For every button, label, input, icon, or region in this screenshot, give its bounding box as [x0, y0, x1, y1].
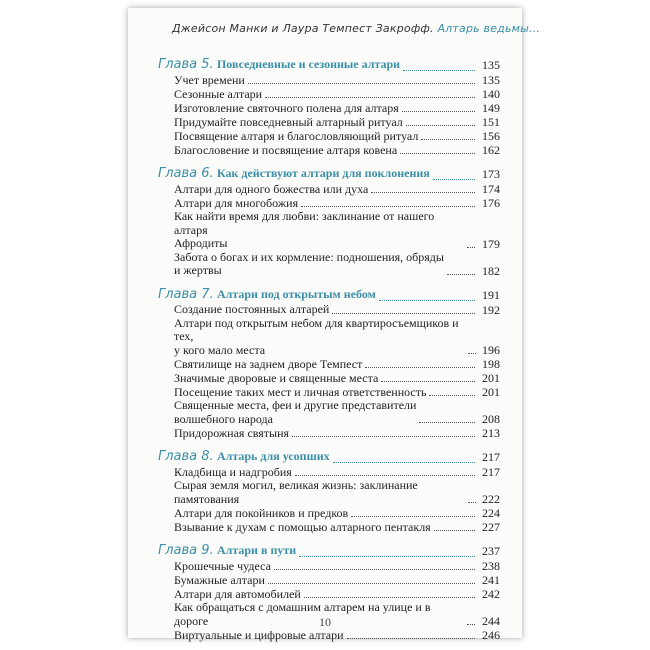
- entry-title: Значимые дворовые и священные места: [174, 370, 379, 385]
- entry-title: Как найти время для любви: заклинание от нашего алтаря Афродиты: [174, 209, 435, 250]
- chapter-title: Как действуют алтари для поклонения: [216, 166, 430, 180]
- dot-leader: [406, 125, 475, 126]
- toc-entry: [158, 479, 500, 506]
- entry-title: Священные места, феи и другие представители волшебного народа: [174, 398, 417, 426]
- header-book-title: Алтарь ведьмы...: [437, 22, 541, 35]
- entry-title: Алтари для одного божества или духа: [174, 181, 369, 196]
- chapter-spacer: [158, 157, 500, 164]
- toc-entry: [158, 196, 500, 210]
- chapter-heading: [158, 447, 500, 465]
- toc-entry: [158, 129, 500, 143]
- dot-leader: [301, 206, 475, 207]
- entry-page: 208: [482, 412, 500, 426]
- entry-title: Взывание к духам с помощью алтарного пентакля: [174, 519, 431, 534]
- toc-entry: [158, 587, 500, 601]
- entry-page: 198: [482, 357, 500, 371]
- chapter-page: 217: [482, 450, 500, 464]
- dot-leader: [468, 502, 476, 503]
- entry-page: 213: [482, 426, 500, 440]
- entry-page: 201: [482, 385, 500, 399]
- dot-leader: [274, 569, 475, 570]
- toc-entry: [158, 303, 500, 317]
- dot-leader: [429, 395, 475, 396]
- entry-title: Бумажные алтари: [174, 572, 265, 587]
- toc-entry: [158, 182, 500, 196]
- toc-entry: [158, 73, 500, 87]
- entry-title: Алтари под открытым небом для квартиросъемщиков и тех, у кого мало места: [174, 315, 459, 357]
- entry-title: Сырая земля могил, великая жизнь: заклинание памятования: [174, 478, 418, 506]
- entry-page: 227: [482, 520, 500, 534]
- entry-page: 222: [482, 492, 500, 506]
- dot-leader: [365, 367, 475, 368]
- chapter-page: 191: [482, 287, 500, 302]
- toc-entry: [158, 115, 500, 129]
- toc-entry: [158, 385, 500, 399]
- chapter-title: Алтарь для усопших: [216, 449, 330, 463]
- table-of-contents: [158, 55, 500, 642]
- page-number: 10: [319, 615, 331, 629]
- entry-title: Крошечные чудеса: [174, 558, 271, 573]
- entry-page: 241: [482, 573, 500, 587]
- dot-leader: [400, 153, 475, 154]
- entry-title: Забота о богах и их кормление: подношения, обряды и жертвы: [174, 249, 444, 277]
- entry-page: 151: [482, 115, 500, 129]
- entry-page: 179: [482, 236, 500, 251]
- dot-leader: [421, 139, 475, 140]
- chapter-title: Алтари под открытым небом: [216, 286, 376, 301]
- dot-leader: [434, 530, 475, 531]
- chapter-heading: [158, 541, 500, 559]
- dot-leader: [403, 70, 475, 71]
- entry-title: Создание постоянных алтарей: [174, 302, 330, 316]
- dot-leader: [379, 300, 475, 301]
- toc-entry: [158, 426, 500, 440]
- entry-page: 156: [482, 129, 500, 143]
- dot-leader: [304, 597, 475, 598]
- entry-page: 196: [482, 343, 500, 357]
- dot-leader: [295, 475, 475, 476]
- entry-page: 174: [482, 182, 500, 196]
- toc-entry: [158, 210, 500, 251]
- dot-leader: [299, 556, 475, 557]
- chapter-number: Глава 8.: [158, 449, 214, 464]
- entry-page: 182: [482, 263, 500, 278]
- running-header: [172, 22, 541, 35]
- toc-entry: [158, 371, 500, 385]
- entry-page: 246: [482, 628, 500, 642]
- chapter-number: Глава 5.: [158, 57, 214, 72]
- chapter-title: Повседневные и сезонные алтари: [216, 57, 401, 71]
- chapter-title: Алтари в пути: [216, 543, 297, 557]
- dot-leader: [333, 462, 475, 463]
- entry-page: 201: [482, 371, 500, 385]
- chapter-number: Глава 7.: [158, 286, 214, 302]
- entry-page: 176: [482, 196, 500, 210]
- entry-page: 217: [482, 465, 500, 479]
- entry-title: Святилище на заднем дворе Темпест: [174, 356, 363, 371]
- entry-title: Посещение таких мест и личная ответственность: [174, 384, 427, 399]
- entry-title: Придорожная святыня: [174, 425, 290, 440]
- dot-leader: [265, 97, 475, 98]
- entry-title: Алтари для многобожия: [174, 195, 299, 210]
- dot-leader: [381, 381, 475, 382]
- toc-entry: [158, 520, 500, 534]
- entry-title: Придумайте повседневный алтарный ритуал: [174, 114, 403, 129]
- entry-title: Как обращаться с домашним алтарем на улице и в дороге: [174, 600, 431, 628]
- chapter-spacer: [158, 440, 500, 447]
- chapter-page: 135: [482, 58, 500, 72]
- dot-leader: [433, 179, 475, 180]
- entry-title: Виртуальные и цифровые алтари: [174, 627, 344, 642]
- chapter-spacer: [158, 278, 500, 285]
- entry-title: Благословение и посвящение алтаря ковена: [174, 142, 398, 157]
- toc-entry: [158, 559, 500, 573]
- entry-title: Кладбища и надгробия: [174, 464, 292, 479]
- entry-page: 135: [482, 73, 500, 87]
- toc-entry: [158, 87, 500, 101]
- toc-entry: [158, 506, 500, 520]
- dot-leader: [371, 192, 475, 193]
- entry-page: 244: [482, 614, 500, 628]
- dot-leader: [268, 583, 475, 584]
- dot-leader: [402, 111, 475, 112]
- chapter-page: 173: [482, 167, 500, 181]
- entry-title: Изготовление святочного полена для алтаря: [174, 100, 399, 115]
- entry-page: 224: [482, 506, 500, 520]
- dot-leader: [467, 247, 475, 248]
- toc-entry: [158, 465, 500, 479]
- toc-entry: [158, 573, 500, 587]
- chapter-heading: [158, 285, 500, 303]
- chapter-number: Глава 6.: [158, 166, 214, 181]
- entry-title: Сезонные алтари: [174, 86, 263, 101]
- dot-leader: [468, 353, 476, 354]
- dot-leader: [347, 638, 475, 639]
- toc-entry: [158, 101, 500, 115]
- toc-entry: [158, 399, 500, 426]
- chapter-heading: [158, 164, 500, 182]
- dot-leader: [248, 83, 475, 84]
- dot-leader: [332, 313, 475, 314]
- toc-entry: [158, 628, 500, 642]
- chapter-heading: [158, 55, 500, 73]
- entry-page: 140: [482, 87, 500, 101]
- header-authors: Джейсон Манки и Лаура Темпест Закрофф.: [172, 22, 434, 35]
- dot-leader: [351, 516, 475, 517]
- entry-page: 192: [482, 302, 500, 317]
- dot-leader: [447, 274, 475, 275]
- entry-title: Алтари для автомобилей: [174, 586, 301, 601]
- entry-page: 242: [482, 587, 500, 601]
- chapter-page: 237: [482, 544, 500, 558]
- entry-title: Посвящение алтаря и благословляющий ритуал: [174, 128, 419, 143]
- toc-entry: [158, 317, 500, 358]
- entry-page: 149: [482, 101, 500, 115]
- chapter-spacer: [158, 534, 500, 541]
- toc-entry: [158, 251, 500, 278]
- toc-entry: [158, 357, 500, 371]
- toc-entry: [158, 143, 500, 157]
- chapter-number: Глава 9.: [158, 543, 214, 558]
- dot-leader: [292, 436, 475, 437]
- entry-title: Алтари для покойников и предков: [174, 505, 349, 520]
- dot-leader: [419, 422, 475, 423]
- entry-page: 162: [482, 143, 500, 157]
- entry-title: Учет времени: [174, 72, 245, 87]
- entry-page: 238: [482, 559, 500, 573]
